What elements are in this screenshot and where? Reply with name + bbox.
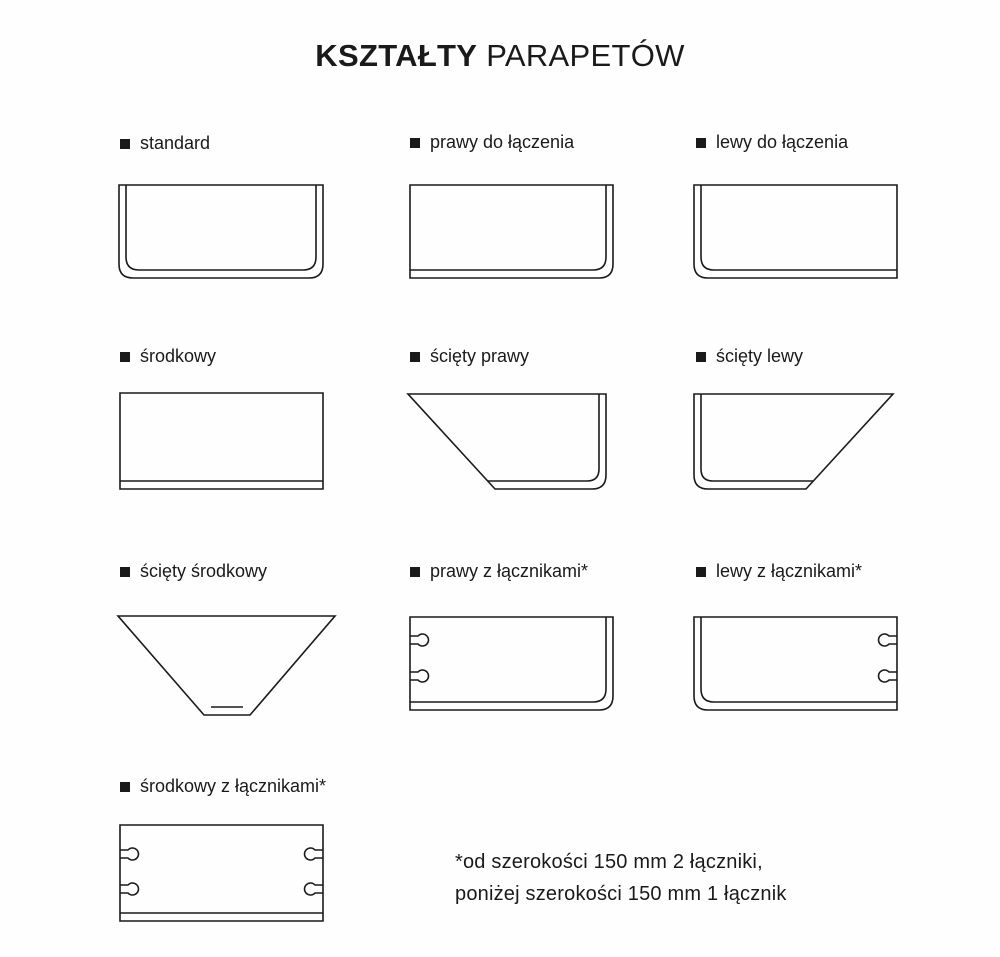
bullet-icon	[120, 782, 130, 792]
label-text: lewy do łączenia	[716, 132, 849, 152]
label-text: ścięty lewy	[716, 346, 804, 366]
connector-icon	[120, 883, 138, 895]
shape-lewy-do-laczenia	[693, 184, 899, 280]
label-text: środkowy	[140, 346, 217, 366]
bullet-icon	[696, 567, 706, 577]
label-text: standard	[140, 133, 211, 153]
footnote	[455, 846, 787, 910]
connector-icon	[305, 883, 323, 895]
bullet-icon	[120, 139, 130, 149]
title-bold: KSZTAŁTY	[315, 38, 478, 73]
footnote-line-2: poniżej szerokości 150 mm 1 łącznik	[455, 883, 787, 905]
title-regular: PARAPETÓW	[486, 38, 685, 73]
label-prawy-z-lacznikami	[410, 561, 588, 582]
label-standard	[120, 133, 210, 154]
label-sciety-srodkowy	[120, 561, 267, 582]
shape-prawy-do-laczenia	[409, 184, 615, 280]
shape-prawy-z-lacznikami	[409, 616, 615, 712]
connector-icon	[879, 670, 897, 682]
shape-standard	[119, 184, 325, 280]
shape-srodkowy-z-lacznikami	[119, 824, 325, 922]
label-sciety-prawy	[410, 346, 529, 367]
label-text: ścięty prawy	[430, 346, 530, 366]
bullet-icon	[120, 567, 130, 577]
label-srodkowy-z-lacznikami	[120, 776, 326, 797]
shape-sciety-lewy	[693, 393, 895, 491]
label-lewy-z-lacznikami	[696, 561, 862, 582]
label-text: prawy z łącznikami*	[430, 561, 589, 581]
bullet-icon	[410, 352, 420, 362]
connector-icon	[410, 634, 428, 646]
connector-icon	[305, 848, 323, 860]
footnote-line-1: *od szerokości 150 mm 2 łączniki,	[455, 851, 763, 873]
label-text: prawy do łączenia	[430, 132, 575, 152]
label-text: środkowy z łącznikami*	[140, 776, 327, 796]
shape-sciety-prawy	[407, 393, 607, 491]
shape-srodkowy	[119, 392, 325, 490]
connector-icon	[879, 634, 897, 646]
connector-icon	[410, 670, 428, 682]
bullet-icon	[696, 352, 706, 362]
label-prawy-do-laczenia	[410, 132, 574, 153]
bullet-icon	[120, 352, 130, 362]
connector-icon	[120, 848, 138, 860]
bullet-icon	[696, 138, 706, 148]
label-lewy-do-laczenia	[696, 132, 848, 153]
label-srodkowy	[120, 346, 216, 367]
page-title	[0, 38, 1000, 74]
shape-lewy-z-lacznikami	[693, 616, 899, 712]
shape-sciety-srodkowy	[117, 615, 337, 717]
label-sciety-lewy	[696, 346, 803, 367]
label-text: ścięty środkowy	[140, 561, 268, 581]
bullet-icon	[410, 138, 420, 148]
label-text: lewy z łącznikami*	[716, 561, 863, 581]
bullet-icon	[410, 567, 420, 577]
